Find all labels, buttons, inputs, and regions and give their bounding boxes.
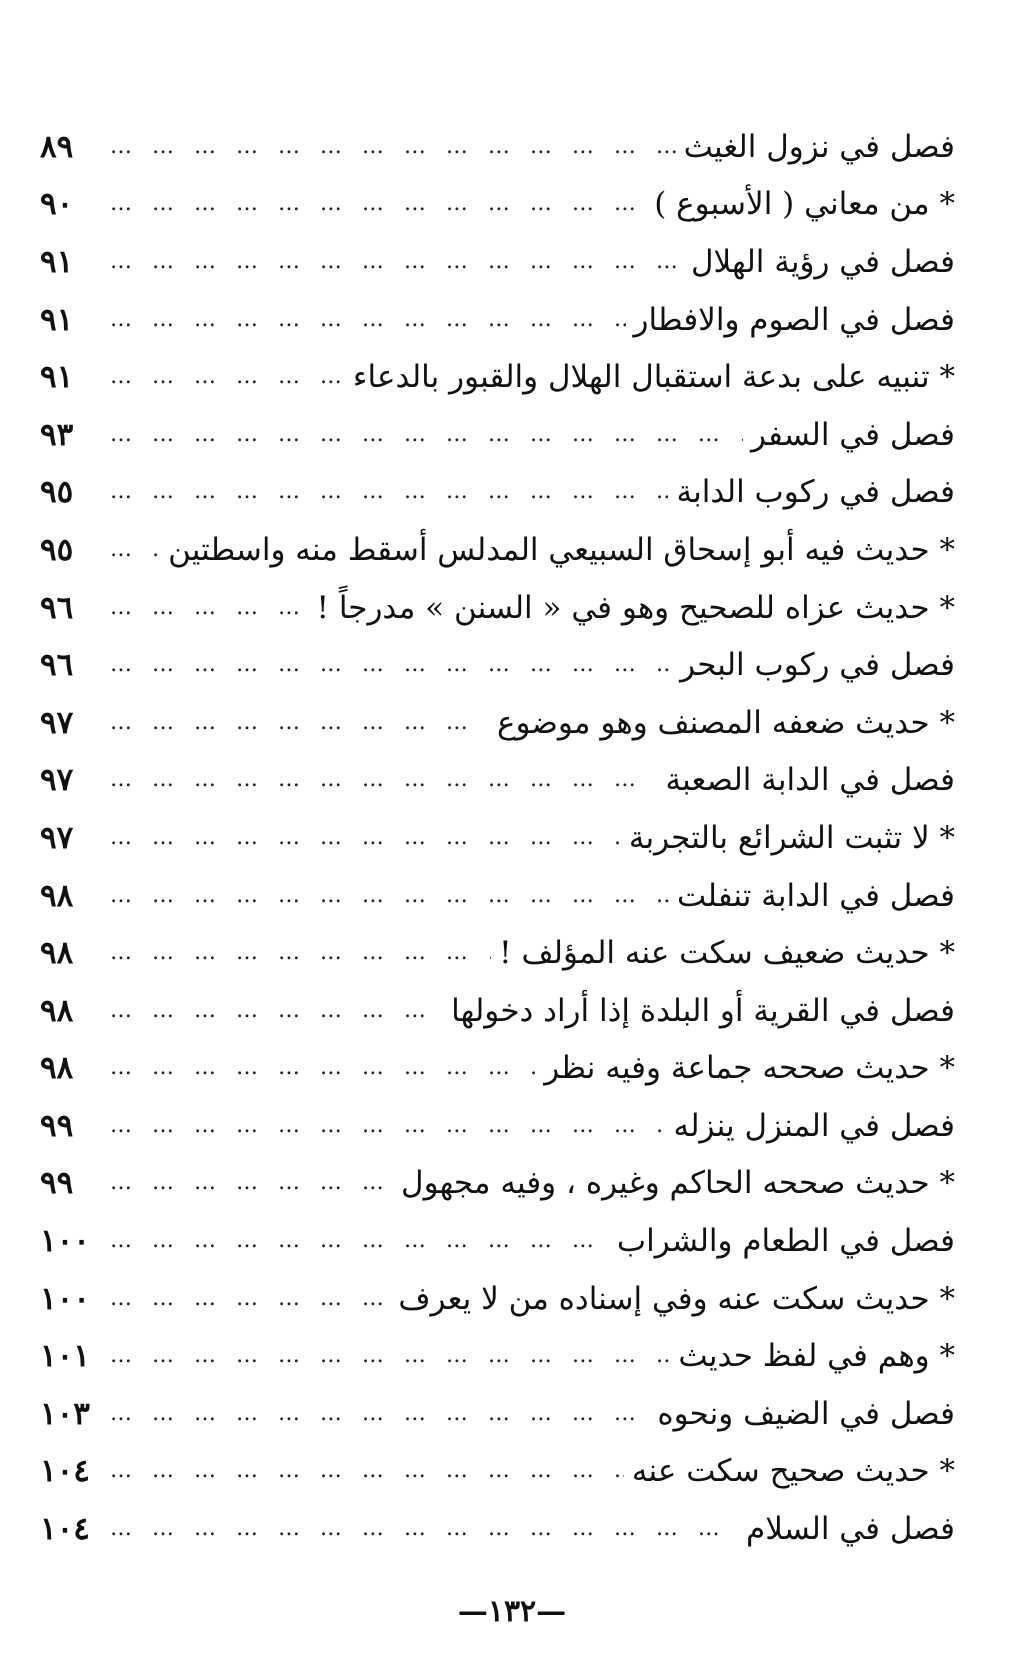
dot-leader bbox=[102, 650, 672, 680]
toc-entry bbox=[40, 1040, 955, 1098]
toc-entry-page-number: ٩٦ bbox=[40, 589, 74, 626]
toc-entry bbox=[40, 521, 955, 579]
toc-entry-page-number: ٩٦ bbox=[40, 647, 74, 684]
dot-leader bbox=[102, 305, 626, 335]
toc-entry-page-number: ٩٥ bbox=[40, 474, 74, 511]
toc-entry bbox=[40, 1097, 955, 1155]
toc-entry-page-number: ١٠١ bbox=[40, 1338, 90, 1375]
toc-entry-title: * حديث صحيح سكت عنه bbox=[631, 1453, 955, 1490]
toc-entry-title: * حديث عزاه للصحيح وهو في « السنن » مدرجاً ! bbox=[316, 589, 955, 626]
toc-entry-page-number: ٩٨ bbox=[40, 877, 74, 914]
toc-entry-page-number: ٩٧ bbox=[40, 704, 74, 741]
dot-leader bbox=[102, 593, 309, 623]
toc-entry-page-number: ٩٧ bbox=[40, 762, 74, 799]
dot-leader bbox=[102, 1053, 536, 1083]
toc-entry bbox=[40, 1212, 955, 1270]
toc-entry-title: فصل في الدابة تنفلت bbox=[677, 877, 955, 914]
toc-entry-page-number: ٩٩ bbox=[40, 1107, 74, 1144]
dot-leader bbox=[102, 189, 646, 219]
toc-entry bbox=[40, 579, 955, 637]
toc-entry bbox=[40, 406, 955, 464]
toc-entry-title: فصل في الضيف ونحوه bbox=[657, 1395, 955, 1432]
toc-entry-title: فصل في نزول الغيث bbox=[683, 128, 955, 165]
dot-leader bbox=[102, 765, 658, 795]
dot-leader bbox=[102, 247, 683, 277]
toc-entry-title: * لا تثبت الشرائع بالتجربة bbox=[628, 819, 955, 856]
toc-entry-title: فصل في رؤية الهلال bbox=[691, 243, 955, 280]
dot-leader bbox=[102, 1284, 390, 1314]
toc-entry-title: فصل في السفر bbox=[750, 416, 955, 453]
toc-entry-page-number: ٩٨ bbox=[40, 935, 74, 972]
dot-leader bbox=[102, 1168, 393, 1198]
toc-entry-title: فصل في الطعام والشراب bbox=[616, 1223, 955, 1260]
toc-entry bbox=[40, 118, 955, 176]
toc-entry bbox=[40, 348, 955, 406]
toc-entry-page-number: ٩٥ bbox=[40, 531, 74, 568]
toc-entry-title: فصل في القرية أو البلدة إذا أراد دخولها bbox=[451, 992, 955, 1029]
table-of-contents bbox=[40, 118, 955, 1558]
toc-entry bbox=[40, 1443, 955, 1501]
dot-leader bbox=[102, 996, 443, 1026]
toc-entry-page-number: ١٠٤ bbox=[40, 1511, 90, 1548]
dot-leader bbox=[102, 535, 160, 565]
dot-leader bbox=[102, 708, 489, 738]
dot-leader bbox=[102, 1514, 738, 1544]
toc-entry-title: * حديث ضعيف سكت عنه المؤلف ! bbox=[499, 935, 955, 972]
toc-entry bbox=[40, 1500, 955, 1558]
dot-leader bbox=[102, 132, 676, 162]
toc-entry-title: * من معاني ( الأسبوع ) bbox=[654, 186, 955, 223]
toc-entry-title: فصل في الصوم والافطار bbox=[633, 301, 955, 338]
toc-entry-title: فصل في ركوب البحر bbox=[680, 647, 955, 684]
toc-entry bbox=[40, 982, 955, 1040]
toc-entry bbox=[40, 233, 955, 291]
toc-entry-page-number: ٨٩ bbox=[40, 128, 74, 165]
toc-entry-page-number: ١٠٣ bbox=[40, 1395, 90, 1432]
toc-entry bbox=[40, 694, 955, 752]
toc-entry-title: فصل في السلام bbox=[746, 1511, 955, 1548]
dot-leader bbox=[102, 362, 345, 392]
toc-entry-title: * حديث فيه أبو إسحاق السبيعي المدلس أسقط منه واسطتين bbox=[168, 531, 955, 568]
dot-leader bbox=[102, 1399, 649, 1429]
toc-entry-page-number: ١٠٤ bbox=[40, 1453, 90, 1490]
toc-entry-title: * حديث صححه الحاكم وغيره ، وفيه مجهول bbox=[401, 1165, 955, 1202]
toc-entry-page-number: ٩٨ bbox=[40, 992, 74, 1029]
toc-entry bbox=[40, 176, 955, 234]
toc-entry bbox=[40, 464, 955, 522]
toc-entry bbox=[40, 809, 955, 867]
toc-entry-title: فصل في المنزل ينزله bbox=[673, 1107, 955, 1144]
dot-leader bbox=[102, 1226, 609, 1256]
toc-entry-page-number: ٩٨ bbox=[40, 1050, 74, 1087]
toc-entry-title: * حديث سكت عنه وفي إسناده من لا يعرف bbox=[398, 1280, 955, 1317]
toc-entry bbox=[40, 636, 955, 694]
toc-entry bbox=[40, 1270, 955, 1328]
dot-leader bbox=[102, 938, 491, 968]
toc-entry-title: * حديث ضعفه المصنف وهو موضوع bbox=[497, 704, 955, 741]
toc-entry-page-number: ٩١ bbox=[40, 359, 74, 396]
toc-entry-page-number: ١٠٠ bbox=[40, 1223, 90, 1260]
dot-leader bbox=[102, 823, 621, 853]
dot-leader bbox=[102, 1456, 624, 1486]
toc-entry bbox=[40, 291, 955, 349]
dot-leader bbox=[102, 881, 669, 911]
toc-entry-title: فصل في ركوب الدابة bbox=[676, 474, 955, 511]
toc-entry bbox=[40, 867, 955, 925]
toc-entry-page-number: ٩١ bbox=[40, 301, 74, 338]
dot-leader bbox=[102, 1341, 670, 1371]
toc-entry-page-number: ٩١ bbox=[40, 243, 74, 280]
toc-entry bbox=[40, 924, 955, 982]
dot-leader bbox=[102, 420, 743, 450]
toc-entry bbox=[40, 1327, 955, 1385]
toc-entry bbox=[40, 1155, 955, 1213]
toc-entry-page-number: ٩٩ bbox=[40, 1165, 74, 1202]
toc-entry-title: * وهم في لفظ حديث bbox=[678, 1338, 955, 1375]
toc-entry-title: * تنبيه على بدعة استقبال الهلال والقبور بالدعاء bbox=[352, 359, 955, 396]
toc-entry-title: * حديث صححه جماعة وفيه نظر bbox=[544, 1050, 955, 1087]
toc-entry bbox=[40, 752, 955, 810]
toc-entry-page-number: ٩٠ bbox=[40, 186, 74, 223]
toc-entry-page-number: ٩٣ bbox=[40, 416, 74, 453]
dot-leader bbox=[102, 1111, 665, 1141]
toc-entry-title: فصل في الدابة الصعبة bbox=[665, 762, 955, 799]
toc-entry-page-number: ١٠٠ bbox=[40, 1280, 90, 1317]
page-number: —١٣٢— bbox=[457, 1594, 567, 1629]
toc-entry bbox=[40, 1385, 955, 1443]
dot-leader bbox=[102, 477, 668, 507]
toc-entry-page-number: ٩٧ bbox=[40, 819, 74, 856]
